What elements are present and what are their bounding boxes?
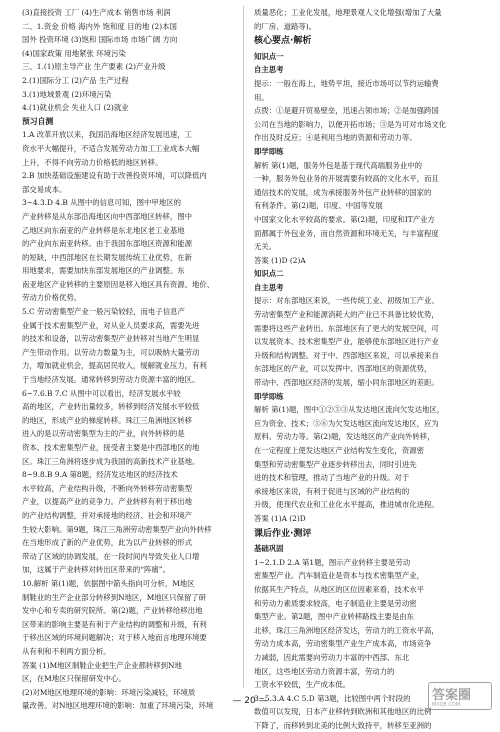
left-text-line: 答案 (1)M地区制鞋企业把生产企业都转移到N地 <box>22 660 182 670</box>
left-text-line: 于当地经济发展。通常转移到劳动力资源丰富的地区。 <box>22 375 200 385</box>
left-text-line: (4)国家政策 用地紧张 环境污染 <box>22 48 126 58</box>
left-text-line: 量改善。对N地区地理环境的影响：加重了环境污染，环境 <box>22 701 214 711</box>
left-text-line: 南亚地区产业转移的主要原因是移入地区具有资源、地价、 <box>22 279 215 289</box>
right-text-line: 工资水平较低，生产成本低。 <box>254 680 351 690</box>
right-text-line: 即学即练 <box>254 391 284 401</box>
left-text-line: 进入的是以劳动密集型为主的产业，向外转移的是 <box>22 429 185 439</box>
right-text-line: 中国家文化水平较高的要求。第(2)题，印度和IT产业方 <box>254 214 435 224</box>
left-text-line: 2.B 加快基础设施建设有助于改善投资环境，可以降低内 <box>22 171 207 181</box>
watermark-logo <box>428 682 492 710</box>
right-column <box>254 6 482 732</box>
right-text-line: 地区，这些地区劳动力资源丰富，劳动力的 <box>254 666 395 676</box>
right-text-line: 解析 第(1)题，图中①②③③从发达地区流向欠发达地区， <box>254 405 445 415</box>
left-text-line: 用地要求，需要加快东部发展地区的产业调整。东 <box>22 266 185 276</box>
left-text-line: 产生带动作用。以劳动力数量为主，可以吸纳大量劳动 <box>22 347 200 357</box>
left-text-line: 的技术和设备，以劳动密集型产业转移对当地产生明显 <box>22 334 200 344</box>
left-column <box>22 6 248 713</box>
left-text-line: 于移出区域的环境问题解决；对于移入地而言地理环境要 <box>22 633 207 643</box>
left-text-line: 3.(1)地域景观 (2)环境污染 <box>22 89 112 99</box>
left-text-line: 资水平大幅提升，不适合发展劳动力加工工业成本大幅 <box>22 143 200 153</box>
right-text-line: 应为资金、技术；⑤⑥为欠发达地区流向发达地区，应为 <box>254 418 439 428</box>
right-text-line: 自主思考 <box>254 65 284 75</box>
right-text-line: 核心要点·解析 <box>254 36 312 47</box>
right-text-line: 的厂房、道路等)。 <box>254 21 317 31</box>
column-divider <box>243 6 244 688</box>
right-text-line: 解析 第(1)题，服务外包是基于现代高端服务业中的 <box>254 160 423 170</box>
left-text-line: 预习自测 <box>22 116 54 126</box>
left-text-line: 8~9.8.B 9.A 第8题，经济发达地区的经济技术 <box>22 470 178 480</box>
left-text-line: 业属于技术密集型产业，对从业人员要求高，需要先进 <box>22 320 200 330</box>
left-text-line: 上升，不得不向劳动力价格低的地区转移。 <box>22 157 163 167</box>
left-text-line: 加，这属于产业转移对转出区带来的“阵痛”。 <box>22 565 170 575</box>
left-text-line: 高的地区，产业转出量较多，转移到经济发展水平较低 <box>22 402 200 412</box>
left-text-line: 水平较高，产业结构升级，不断向外转移劳动密集型 <box>22 483 192 493</box>
left-text-line: 5.C 劳动密集型产业一般污染较轻，而电子信息产 <box>22 307 185 317</box>
left-text-line: (3)直接投资 工厂 (4)生产成本 销售市场 利润 <box>22 8 171 17</box>
left-text-line: 资本、技术密集型产业，接受者主要是中西部地区的地 <box>22 443 200 452</box>
right-text-line: 有利条件。第(2)题，印度、中国等发展 <box>254 201 383 211</box>
right-text-line: 即学即练 <box>254 146 284 156</box>
right-text-line: 劳动力成本高，劳动密集型产业生产成本高，市场竞争 <box>254 639 432 649</box>
right-text-line: 升级和结构调整。对于中、西部地区来说，可以承接来自 <box>254 350 439 360</box>
right-text-line: 作出及时反应；④是利用当地的资源和劳动力等。 <box>254 133 417 143</box>
right-text-line: 东部地区的产业，可以发挥中、西部地区的资源优势， <box>254 364 432 374</box>
right-text-line: 集型产业。第2题，图中产业转移路线主要是由东 <box>254 612 414 622</box>
right-text-line: 课后作业·测评 <box>254 528 312 539</box>
right-text-line: 以发展资本、技术密集型产业，能够使东部地区进行产业 <box>254 337 439 347</box>
left-text-line: 力，增加就业机会，提高居民收入，缓解就业压力，有利 <box>22 361 207 371</box>
right-text-line: 通信技术的发展，成为承接服务外包产业转移的国家的 <box>254 187 432 197</box>
left-text-line: 的地区，形成产业的梯度转移。珠江三角洲地区转移 <box>22 415 192 425</box>
left-text-line: 区带来的影响主要是有利于产业结构的调整和升级，有利 <box>22 619 207 629</box>
right-text-line: 基础巩固 <box>254 544 284 554</box>
right-text-line: 3~5.3.A 4.C 5.D 第3题，比较图中两个时段的 <box>254 693 411 703</box>
left-text-line: 生较大影响。第9题，珠江三角洲劳动密集型产业向外转移 <box>22 524 212 534</box>
right-text-line: 升级，使现代农业和工业化水平提高，推进城市化进程。 <box>254 500 439 510</box>
left-text-line: 区。珠江三角洲将逐步成为我国的高新技术产业基地。 <box>22 456 200 466</box>
right-text-line: 答案 (1)D (2)A <box>254 255 306 265</box>
right-text-line: 下降了，而移转到北美的比例大致持平，转移至亚洲的 <box>254 720 432 730</box>
left-text-line: 2.(1)国际分工 (2)产品 生产过程 <box>22 75 129 85</box>
right-text-line: 知识点一 <box>254 51 284 61</box>
left-text-line: 部交易成本。 <box>22 184 67 194</box>
left-text-line: 在当地形成了新的产业优势，此为以产业转移的形式 <box>22 538 192 548</box>
right-text-line: 带动中、西部地区经济的发展，缩小同东部地区的差距。 <box>254 378 439 388</box>
watermark-text: 答案圈 <box>432 688 472 703</box>
left-text-line: 6~7.6.B 7.C 从图中可以看出，经济发展水平较 <box>22 388 181 398</box>
left-text-line: 从有利和不利两方面分析。 <box>22 646 111 656</box>
left-text-line: 10.解析 第(1)题，依据图中箭头指向可分析，M地区 <box>22 578 195 588</box>
left-text-line: 的产业结构调整，并对承接地的经济、社会和环境产 <box>22 510 192 520</box>
right-text-line: 和劳动力素质要求较高，电子制造业主要是劳动密 <box>254 598 417 608</box>
watermark-subtext: MXQE.COM <box>432 702 461 708</box>
right-text-line: 需要将这些产业转出。东部地区有了更大的发展空间，可 <box>254 323 439 333</box>
right-text-line: 依据其生产特点，从地区的区位因素来看，技术水平 <box>254 584 424 594</box>
right-text-line: 知识点二 <box>254 269 284 279</box>
left-text-line: 的短缺，中西部地区在长期发展传统工业优势，在新 <box>22 252 192 262</box>
right-text-line: 进的技术和管理，推动了当地产业的升级。对于 <box>254 473 410 483</box>
right-text-line: 力减弱，因此需要向劳动力丰富的中西部、东北 <box>254 652 410 662</box>
left-text-line: 区，在M地区只保留研发中心。 <box>22 674 126 684</box>
right-text-line: 提示：对东部地区来说，一些传统工业、初级加工产业、 <box>254 296 439 306</box>
right-text-line: 承接地区来说，有利于促进与区域的产业结构的 <box>254 486 410 496</box>
left-text-line: 三、1.(1)原主导产业 生产要素 (2)产业升级 <box>22 62 166 72</box>
right-text-line: 公司在当地的影响力，以便开拓市场；③是为可对市场文化 <box>254 119 447 129</box>
left-text-line: 国外 投资环境 (3)饱和 国际市场 市场广阔 方向 <box>22 35 178 45</box>
page-number: — 20 — <box>232 696 268 706</box>
left-text-line: 带动了区域的协调发展，在一段时间内导致失业人口增 <box>22 551 200 561</box>
right-text-line: 原料、劳动力等。第(2)题，发达地区的产业向外转移， <box>254 432 435 442</box>
right-text-line: 用。 <box>254 92 269 102</box>
left-text-line: 二、1.资金 价格 海内外 饱和度 目的地 (2)本国 <box>22 21 177 31</box>
left-text-line: 3~4.3.D 4.B 从图中的信息可知，图中甲地区的 <box>22 198 181 208</box>
left-text-line: 4.(1)就业机会 失业人口 (2)就业 <box>22 103 129 113</box>
right-text-line: 集型和劳动密集型产业逐步转移出去，同时引进先 <box>254 459 417 469</box>
left-text-line: 制鞋业的生产企业部分转移到N地区，M地区只保留了研 <box>22 592 207 602</box>
right-text-line: 答案 (1)A (2)D <box>254 513 306 523</box>
right-text-line: 数值可以发现，日本产业移转到欧洲和其他地区的比例 <box>254 707 432 717</box>
right-text-line: 提示：一般在海上，地势平坦，接近市场可以节约运输费 <box>254 78 439 88</box>
right-text-line: 劳动密集型产业和能源消耗大的产业已不具备比较优势， <box>254 310 439 320</box>
left-text-line: 的产业向东南亚转移。由于我国东部地区资源和能源 <box>22 239 192 249</box>
left-text-line: 产业，以提高产业的竞争力。产业转移有利于移出地 <box>22 497 192 507</box>
right-text-line: 1~2.1.D 2.A 第1题，图示产业转移主要是劳动 <box>254 557 411 567</box>
left-text-line: 劳动力价格优势。 <box>22 293 82 303</box>
right-text-line: 面都属于外包业务，而自然资源和环境无关，与丰富程度 <box>254 228 439 238</box>
right-text-line: 质量恶化；工业化发展，地理景观人文化增强(增加了大量 <box>254 8 442 17</box>
left-text-line: 1.A 改革开放以来，我国沿海地区经济发展迅速，工 <box>22 130 192 140</box>
left-text-line: 产业转移是从东部沿海地区向中西部地区转移，图中 <box>22 211 192 221</box>
left-text-line: 乙地区向东南亚的产业转移是东北地区老工业基地 <box>22 225 185 235</box>
right-text-line: 密集型产业。汽车制造业是资本与技术密集型产业， <box>254 571 424 581</box>
right-text-line: 自主思考 <box>254 282 284 292</box>
right-text-line: 在一定程度上使发达地区产业结构发生变化，资源密 <box>254 446 424 455</box>
right-text-line: 北移，珠江三角洲地区经济发达，劳动力的工资水平高， <box>254 625 439 635</box>
right-text-line: 无关。 <box>254 242 277 252</box>
right-text-line: 点拨：①是避开贸易壁垒，迅速占领市场；②是加强跨国 <box>254 106 439 116</box>
right-text-line: 一种，服务外包业务的开展需要有较高的文化水平，而且 <box>254 174 439 184</box>
left-text-line: 发中心和专卖的研究院所。第(2)题，产业转移给移出地 <box>22 606 203 616</box>
left-text-line: (2)对M地区地理环境的影响：环境污染减轻，环境质 <box>22 687 196 697</box>
